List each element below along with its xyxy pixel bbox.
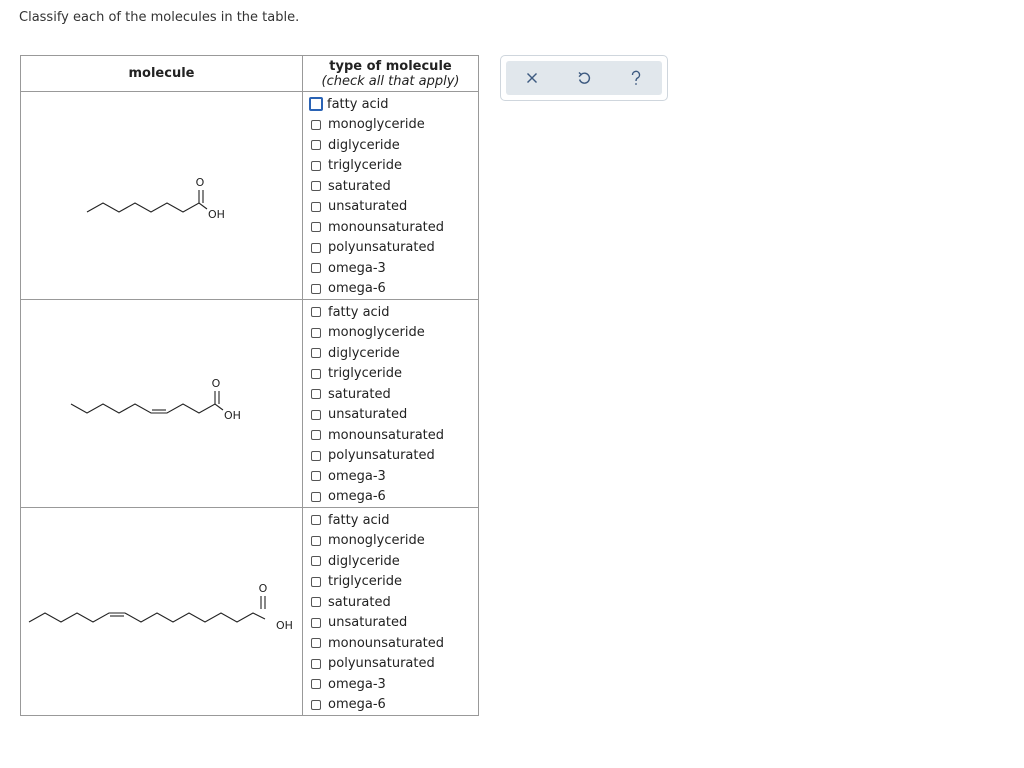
option-omega-3[interactable]: [311, 258, 478, 279]
option-label: monoglyceride: [328, 325, 425, 341]
molecule-1-skeletal-structure: [21, 93, 302, 299]
option-polyunsaturated[interactable]: [311, 238, 478, 259]
options-list-2: [303, 300, 478, 507]
type-header-title: type of molecule: [329, 58, 452, 74]
option-label: unsaturated: [328, 199, 408, 215]
option-label: triglyceride: [328, 574, 402, 590]
option-saturated[interactable]: [311, 176, 478, 197]
checkbox[interactable]: [311, 181, 321, 191]
option-polyunsaturated[interactable]: [311, 654, 478, 675]
checkbox[interactable]: [311, 389, 321, 399]
molecule-3-skeletal-structure: [21, 509, 302, 715]
checkbox[interactable]: [311, 451, 321, 461]
option-label: saturated: [328, 178, 391, 194]
checkbox[interactable]: [311, 202, 321, 212]
option-label: omega-3: [328, 260, 386, 276]
undo-button[interactable]: [569, 63, 599, 93]
options-cell-1: [303, 92, 479, 300]
option-omega-6[interactable]: [311, 487, 478, 508]
checkbox[interactable]: [309, 97, 323, 111]
carbonyl-oxygen-label: O: [211, 376, 221, 390]
clear-button[interactable]: [517, 63, 547, 93]
option-diglyceride[interactable]: [311, 551, 478, 572]
option-label: polyunsaturated: [328, 656, 435, 672]
checkbox[interactable]: [311, 328, 321, 338]
question-prompt: Classify each of the molecules in the table.: [19, 10, 300, 25]
help-icon: [630, 70, 642, 86]
option-unsaturated[interactable]: [311, 405, 478, 426]
checkbox[interactable]: [311, 492, 321, 502]
option-label: unsaturated: [328, 407, 408, 423]
molecule-row-2: [21, 300, 479, 508]
options-cell-2: [303, 300, 479, 508]
options-list-3: [303, 508, 478, 715]
checkbox[interactable]: [311, 536, 321, 546]
option-label: fatty acid: [328, 512, 390, 528]
option-label: triglyceride: [328, 366, 402, 382]
option-omega-3[interactable]: [311, 466, 478, 487]
option-monounsaturated[interactable]: [311, 425, 478, 446]
option-triglyceride[interactable]: [311, 364, 478, 385]
checkbox[interactable]: [311, 284, 321, 294]
checkbox[interactable]: [311, 348, 321, 358]
option-label: polyunsaturated: [328, 448, 435, 464]
options-cell-3: [303, 508, 479, 716]
checkbox[interactable]: [311, 618, 321, 628]
toolbar-button-group: [506, 61, 662, 95]
option-diglyceride[interactable]: [311, 135, 478, 156]
option-triglyceride[interactable]: [311, 156, 478, 177]
option-label: monounsaturated: [328, 635, 445, 651]
type-column-header: [303, 56, 479, 92]
option-saturated[interactable]: [311, 592, 478, 613]
checkbox[interactable]: [311, 307, 321, 317]
option-monoglyceride[interactable]: [311, 531, 478, 552]
checkbox[interactable]: [311, 243, 321, 253]
molecule-row-3: [21, 508, 479, 716]
option-fatty-acid[interactable]: [311, 510, 478, 531]
option-label: omega-3: [328, 468, 386, 484]
checkbox[interactable]: [311, 577, 321, 587]
option-fatty-acid[interactable]: [311, 94, 478, 115]
checkbox[interactable]: [311, 597, 321, 607]
option-label: diglyceride: [328, 553, 400, 569]
options-list-1: [303, 92, 478, 299]
option-label: monoglyceride: [328, 533, 425, 549]
checkbox[interactable]: [311, 410, 321, 420]
option-label: polyunsaturated: [328, 240, 435, 256]
checkbox[interactable]: [311, 140, 321, 150]
molecule-structure-2: [21, 300, 303, 508]
option-label: monounsaturated: [328, 427, 445, 443]
option-label: monounsaturated: [328, 219, 445, 235]
option-monoglyceride[interactable]: [311, 115, 478, 136]
carbonyl-oxygen-label: O: [258, 581, 268, 595]
hydroxyl-label: OH: [276, 618, 293, 632]
option-unsaturated[interactable]: [311, 613, 478, 634]
carbonyl-oxygen-label: O: [195, 175, 205, 189]
option-label: diglyceride: [328, 137, 400, 153]
classification-table: [20, 55, 479, 716]
checkbox[interactable]: [311, 120, 321, 130]
molecule-structure-1: [21, 92, 303, 300]
checkbox[interactable]: [311, 161, 321, 171]
checkbox[interactable]: [311, 471, 321, 481]
molecule-2-skeletal-structure: [21, 301, 302, 507]
option-label: fatty acid: [328, 304, 390, 320]
option-fatty-acid[interactable]: [311, 302, 478, 323]
option-label: saturated: [328, 594, 391, 610]
hydroxyl-label: OH: [208, 207, 225, 221]
checkbox[interactable]: [311, 638, 321, 648]
option-saturated[interactable]: [311, 384, 478, 405]
option-label: diglyceride: [328, 345, 400, 361]
checkbox[interactable]: [311, 369, 321, 379]
option-monounsaturated[interactable]: [311, 633, 478, 654]
option-label: unsaturated: [328, 615, 408, 631]
option-label: triglyceride: [328, 158, 402, 174]
checkbox[interactable]: [311, 700, 321, 710]
option-omega-6[interactable]: [311, 695, 478, 716]
checkbox[interactable]: [311, 556, 321, 566]
checkbox[interactable]: [311, 263, 321, 273]
help-button[interactable]: [621, 63, 651, 93]
checkbox[interactable]: [311, 659, 321, 669]
type-header-subtitle: (check all that apply): [321, 73, 460, 89]
option-unsaturated[interactable]: [311, 197, 478, 218]
option-label: omega-6: [328, 281, 386, 297]
molecule-column-header: molecule: [21, 56, 303, 92]
option-omega-3[interactable]: [311, 674, 478, 695]
hydroxyl-label: OH: [224, 408, 241, 422]
option-triglyceride[interactable]: [311, 572, 478, 593]
checkbox[interactable]: [311, 222, 321, 232]
checkbox[interactable]: [311, 430, 321, 440]
option-label: omega-6: [328, 697, 386, 713]
option-monounsaturated[interactable]: [311, 217, 478, 238]
answer-toolbar: [500, 55, 668, 101]
molecule-row-1: [21, 92, 479, 300]
molecule-structure-3: [21, 508, 303, 716]
close-icon: [526, 72, 538, 84]
checkbox[interactable]: [311, 515, 321, 525]
option-label: saturated: [328, 386, 391, 402]
option-label: omega-3: [328, 676, 386, 692]
checkbox[interactable]: [311, 679, 321, 689]
option-label: omega-6: [328, 489, 386, 505]
undo-icon: [577, 71, 591, 85]
option-diglyceride[interactable]: [311, 343, 478, 364]
option-omega-6[interactable]: [311, 279, 478, 300]
option-monoglyceride[interactable]: [311, 323, 478, 344]
option-polyunsaturated[interactable]: [311, 446, 478, 467]
option-label: fatty acid: [327, 96, 389, 112]
option-label: monoglyceride: [328, 117, 425, 133]
